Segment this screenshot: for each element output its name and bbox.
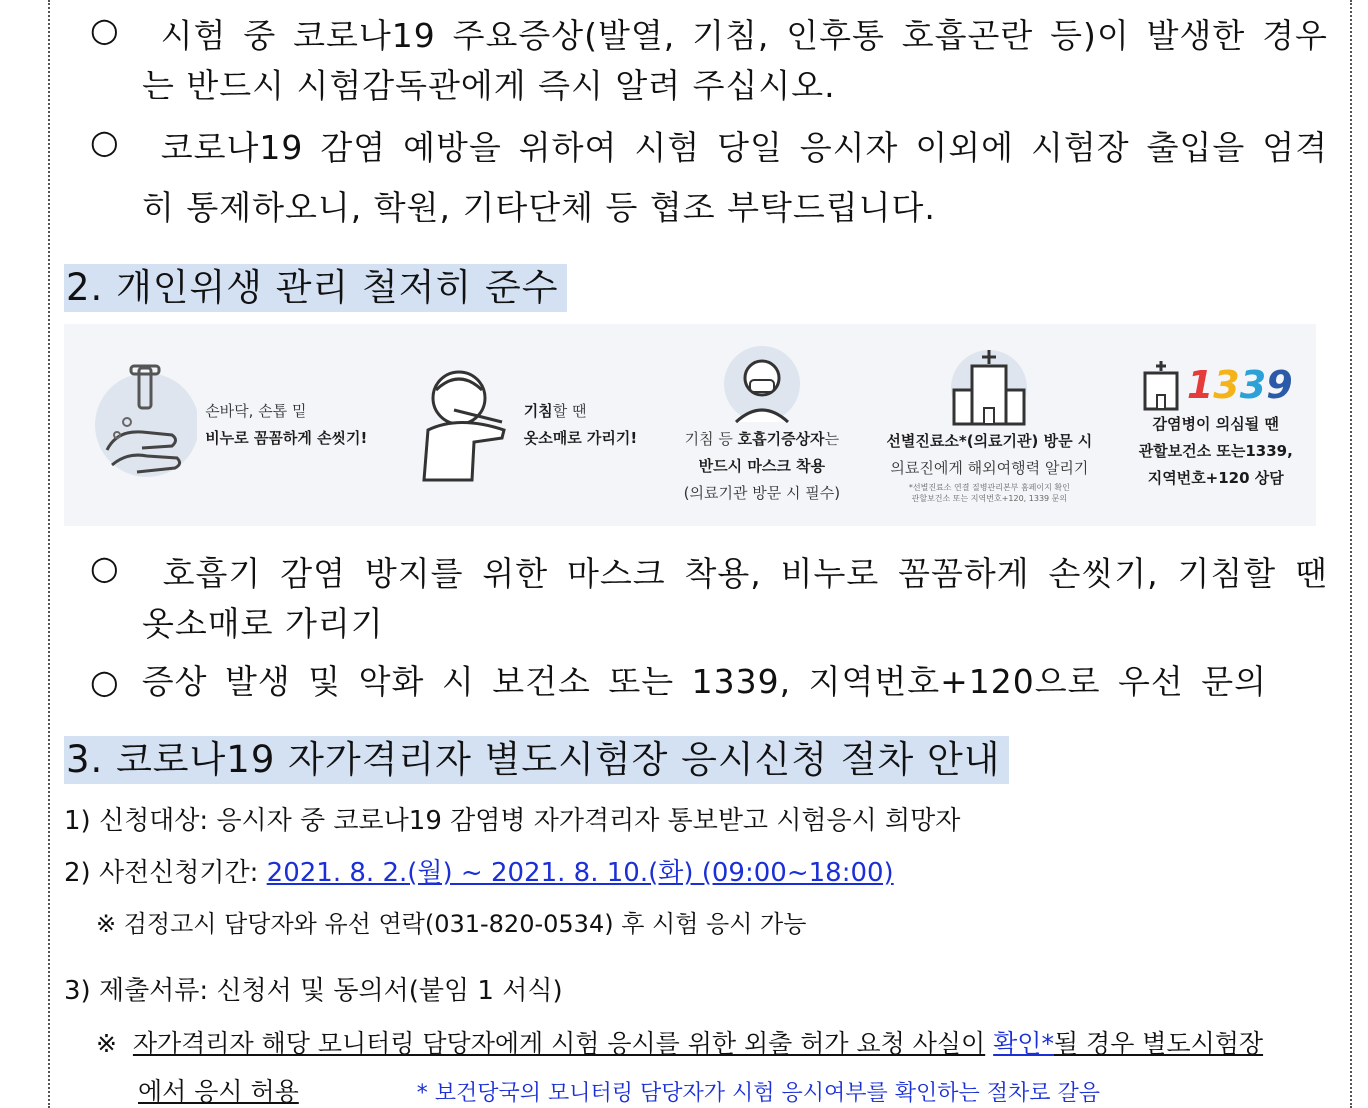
application-period-dates: 2021. 8. 2.(월) ~ 2021. 8. 10.(화) (09:00~18:00) — [266, 858, 894, 888]
section-3-heading: 3. 코로나19 자가격리자 별도시험장 응시신청 절차 안내 — [64, 736, 1009, 784]
confirmation-footnote-link[interactable]: 확인* — [993, 1029, 1054, 1058]
hygiene-guide-banner — [64, 324, 1316, 526]
hotline-1339-panel — [1139, 335, 1293, 515]
cough-into-sleeve-icon — [414, 360, 514, 490]
mask-handwash-bullet-cont: 옷소매로 가리기 — [142, 604, 384, 643]
clinic-caption-line1: 선별진료소*(의료기관) 방문 시 — [886, 432, 1093, 450]
cough-panel — [414, 335, 638, 515]
hospital-icon — [944, 346, 1034, 428]
handwash-caption-line1: 손바닥, 손톱 밑 — [205, 402, 307, 420]
bullet-circle: ○ — [90, 548, 120, 587]
clinic-caption-note2: 관할보건소 또는 지역번호+120, 1339 문의 — [911, 494, 1068, 503]
hotline-caption-line1: 감염병이 의심될 땐 — [1152, 414, 1279, 433]
hotline-caption-line3: 지역번호+120 상담 — [1147, 468, 1284, 487]
quarantine-permission-note-cont: 에서 응시 허용 * 보건당국의 모니터링 담당자가 시험 응시여부를 확인하는 절차로 갈음 — [138, 1077, 1101, 1106]
hotline-caption-line2: 관할보건소 또는1339, — [1138, 441, 1293, 460]
mask-caption-line1: 기침 등 호흡기증상자는 — [684, 429, 840, 448]
covid-symptom-notice: ○ 시험 중 코로나19 주요증상(발열, 기침, 인후통 호흡곤란 등)이 발생한 경우 — [90, 10, 1328, 55]
clinic-caption-note1: *선별진료소 연결 질병관리본부 홈페이지 확인 — [908, 483, 1070, 492]
mask-handwash-bullet: ○ 호흡기 감염 방지를 위한 마스크 착용, 비누로 꼼꼼하게 손씻기, 기침할 땐 — [90, 548, 1328, 593]
cough-caption-line1: 기침할 땐 — [523, 402, 587, 420]
screening-clinic-panel — [886, 335, 1092, 515]
handwash-panel — [87, 335, 367, 515]
required-documents: 3) 제출서류: 신청서 및 동의서(붙임 1 서식) — [64, 976, 563, 1006]
bullet-circle: ○ — [90, 10, 120, 49]
contact-note: ※ 검정고시 담당자와 유선 연락(031-820-0534) 후 시험 응시 가능 — [96, 910, 807, 938]
handwash-caption-line2: 비누로 꼼꼼하게 손씻기! — [205, 429, 368, 447]
cough-caption-line2: 옷소매로 가리기! — [523, 429, 638, 447]
mask-caption-line3: (의료기관 방문 시 필수) — [683, 483, 841, 502]
hotline-1339-logo: 1339 — [1186, 362, 1293, 407]
mask-person-icon — [722, 344, 802, 426]
monitoring-footnote: * 보건당국의 모니터링 담당자가 시험 응시여부를 확인하는 절차로 갈음 — [416, 1081, 1101, 1106]
mask-caption-line2: 반드시 마스크 착용 — [698, 456, 826, 475]
mask-panel — [684, 335, 840, 515]
application-target: 1) 신청대상: 응시자 중 코로나19 감염병 자가격리자 통보받고 시험응시 희망자 — [64, 806, 961, 836]
handwash-icon — [87, 360, 197, 490]
clinic-caption-line2: 의료진에게 해외여행력 알리기 — [890, 459, 1089, 477]
exam-access-control-notice-cont: 히 통제하오니, 학원, 기타단체 등 협조 부탁드립니다. — [142, 188, 936, 227]
bullet-circle: ○ — [90, 662, 120, 701]
application-period: 2) 사전신청기간: 2021. 8. 2.(월) ~ 2021. 8. 10.(화) (09:00~18:00) — [64, 858, 894, 888]
symptom-inquiry-bullet: ○ 증상 발생 및 악화 시 보건소 또는 1339, 지역번호+120으로 우선 문의 — [90, 662, 1267, 701]
covid-symptom-notice-cont: 는 반드시 시험감독관에게 즉시 알려 주십시오. — [142, 66, 836, 105]
quarantine-permission-note: ※ 자가격리자 해당 모니터링 담당자에게 시험 응시를 위한 외출 허가 요청 사실이 확인*될 경우 별도시험장 — [96, 1029, 1264, 1058]
section-2-heading: 2. 개인위생 관리 철저히 준수 — [64, 264, 567, 312]
bullet-circle: ○ — [90, 122, 120, 161]
exam-access-control-notice: ○ 코로나19 감염 예방을 위하여 시험 당일 응시자 이외에 시험장 출입을 엄격 — [90, 122, 1328, 167]
clinic-building-icon — [1139, 359, 1183, 411]
